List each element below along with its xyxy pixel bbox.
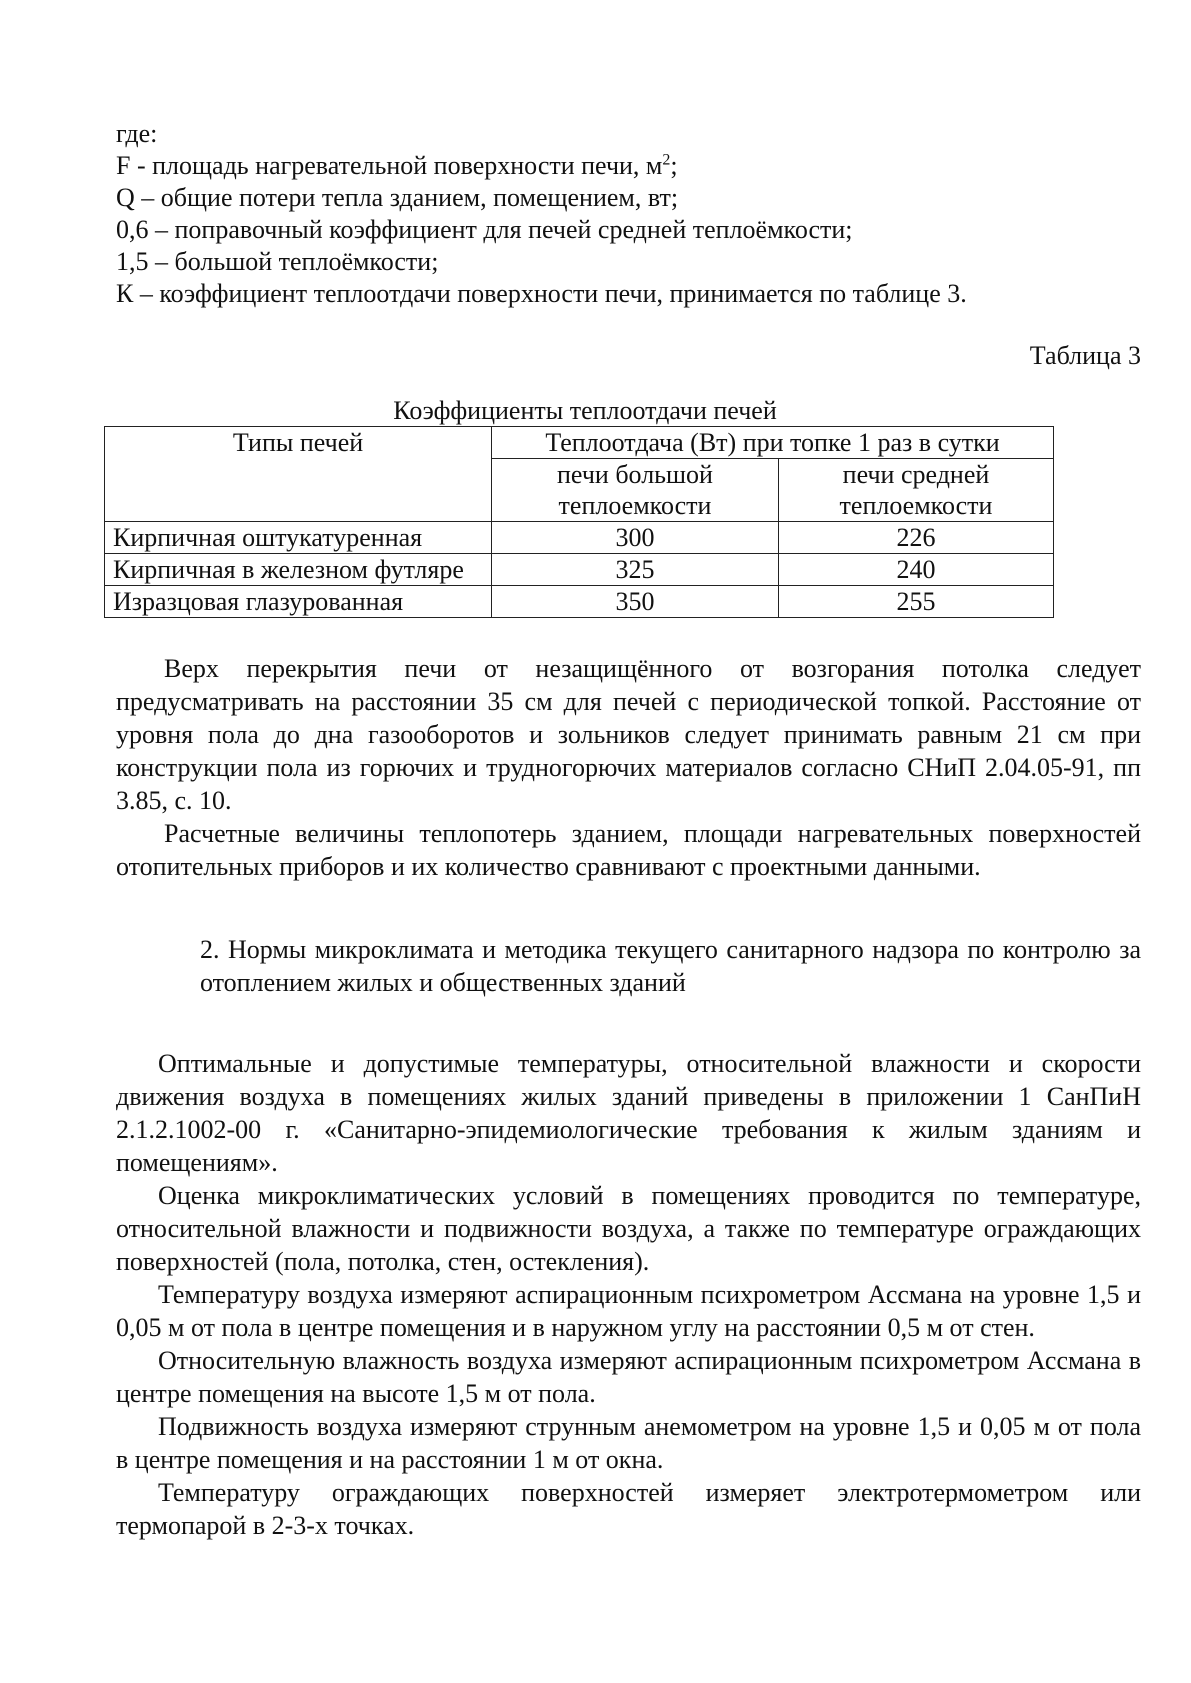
header-large: печи большой теплоемкости <box>492 459 779 522</box>
paragraph-ceiling-distance: Верх перекрытия печи от незащищённого от возгорания потолка следует предусматривать на расстоянии 35 см для печей с периодической топкой. Расстояние от уровня пола до дна газооборотов и зольников следует принимать равным 21 см при конструкции пола из горючих и трудногорючих материалов согласно СНиП 2.04.05-91, пп 3.85, с. 10. <box>116 654 1141 815</box>
paragraph-optimal-conditions: Оптимальные и допустимые температуры, относительной влажности и скорости движения воздуха в помещениях жилых зданий приведены в приложении 1 СанПиН 2.1.2.1002-00 г. «Санитарно-эпидемиологические требования к жилым зданиям и помещениям». <box>116 1049 1141 1177</box>
cell-medium: 226 <box>779 522 1054 554</box>
table-row <box>105 554 1054 586</box>
cell-large: 350 <box>492 586 779 618</box>
definitions-list <box>116 118 1141 310</box>
table-title: Коэффициенты теплоотдачи печей <box>393 396 777 425</box>
definition-f-end: ; <box>670 151 678 180</box>
paragraph-air-mobility: Подвижность воздуха измеряют струнным анемометром на уровне 1,5 и 0,05 м от пола в центре помещения и на расстоянии 1 м от окна. <box>116 1412 1141 1474</box>
cell-large: 325 <box>492 554 779 586</box>
definition-f-text: F - площадь нагревательной поверхности печи, м <box>116 151 663 180</box>
paragraph-heat-loss: Расчетные величины теплопотерь зданием, площади нагревательных поверхностей отопительных приборов и их количество сравнивают с проектными данными. <box>116 819 1141 881</box>
paragraph-air-temperature: Температуру воздуха измеряют аспирационным психрометром Ассмана на уровне 1,5 и 0,05 м от пола в центре помещения и в наружном углу на расстоянии 0,5 м от стен. <box>116 1280 1141 1342</box>
section-heading: 2. Нормы микроклимата и методика текущего санитарного надзора по контролю за отоплением жилых и общественных зданий <box>200 935 1141 997</box>
table-header-row <box>105 427 1054 459</box>
paragraph-microclimate-assessment: Оценка микроклиматических условий в помещениях проводится по температуре, относительной влажности и подвижности воздуха, а также по температуре ограждающих поверхностей (пола, потолка, стен, остекления). <box>116 1181 1141 1276</box>
definitions-intro: где: <box>116 119 158 148</box>
table-row <box>105 522 1054 554</box>
definition-f-superscript: 2 <box>662 151 671 169</box>
header-type: Типы печей <box>105 427 492 522</box>
table-number: Таблица 3 <box>1029 341 1141 370</box>
definition-k15: 1,5 – большой теплоёмкости; <box>116 247 439 276</box>
cell-medium: 240 <box>779 554 1054 586</box>
cell-type: Кирпичная оштукатуренная <box>105 522 492 554</box>
definition-f <box>116 150 1141 182</box>
header-medium: печи средней теплоемкости <box>779 459 1054 522</box>
table-row <box>105 586 1054 618</box>
cell-large: 300 <box>492 522 779 554</box>
cell-type: Кирпичная в железном футляре <box>105 554 492 586</box>
definition-q: Q – общие потери тепла зданием, помещением, вт; <box>116 183 679 212</box>
cell-medium: 255 <box>779 586 1054 618</box>
cell-type: Изразцовая глазурованная <box>105 586 492 618</box>
paragraph-surface-temperature: Температуру ограждающих поверхностей измеряет электротермометром или термопарой в 2-3-х точках. <box>116 1478 1141 1540</box>
heat-transfer-table <box>104 426 1054 618</box>
definition-k06: 0,6 – поправочный коэффициент для печей средней теплоёмкости; <box>116 215 853 244</box>
header-group: Теплоотдача (Вт) при топке 1 раз в сутки <box>492 427 1054 459</box>
paragraph-humidity: Относительную влажность воздуха измеряют аспирационным психрометром Ассмана в центре помещения на высоте 1,5 м от пола. <box>116 1346 1141 1408</box>
definition-k: К – коэффициент теплоотдачи поверхности печи, принимается по таблице 3. <box>116 279 967 308</box>
document-page <box>113 118 1141 1542</box>
